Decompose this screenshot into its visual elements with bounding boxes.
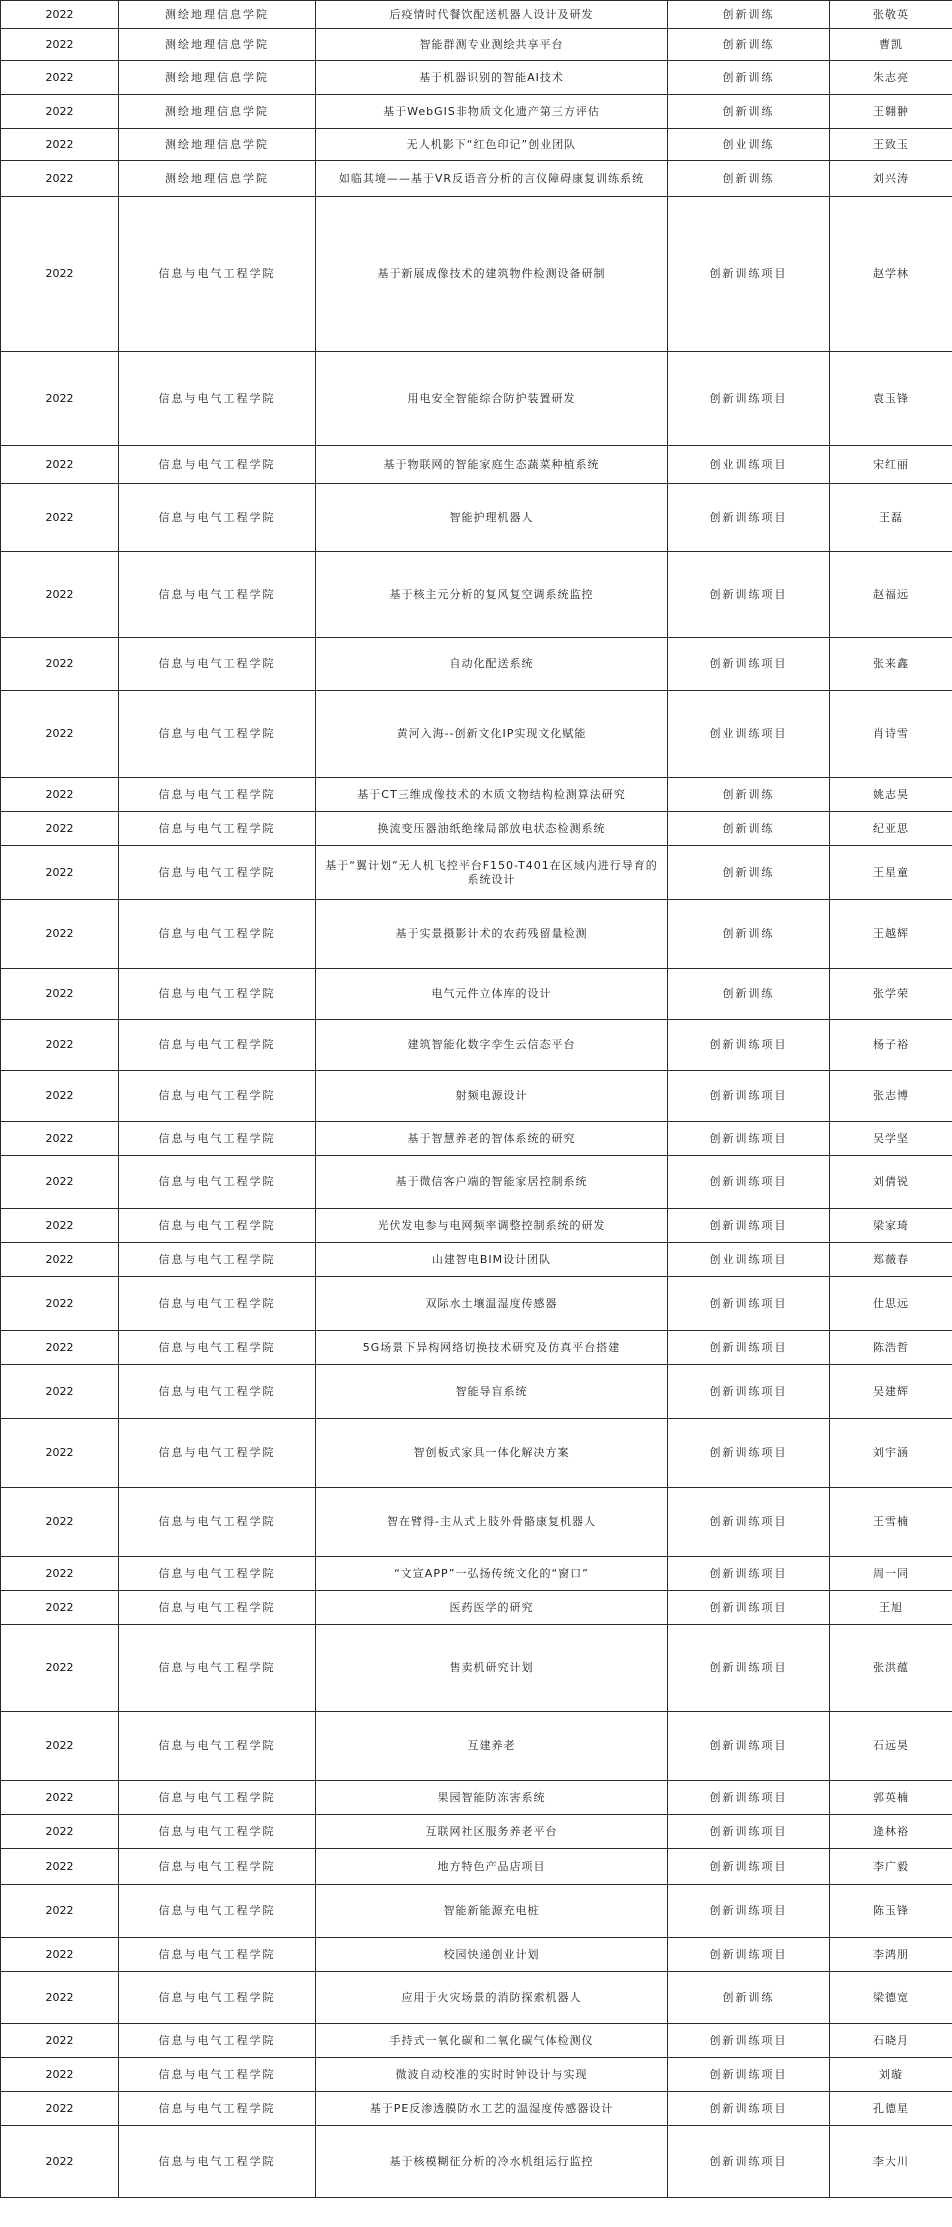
project-type-cell: 创新训练项目	[668, 2058, 830, 2092]
table-row	[1, 95, 952, 129]
project-title-cell: 电气元件立体库的设计	[316, 969, 668, 1020]
project-type-cell: 创新训练项目	[668, 2092, 830, 2126]
college-cell: 信息与电气工程学院	[119, 446, 316, 484]
college-cell: 信息与电气工程学院	[119, 900, 316, 969]
table-row	[1, 1331, 952, 1365]
project-type-cell: 创新训练项目	[668, 2024, 830, 2058]
year-cell: 2022	[1, 1885, 119, 1938]
project-title-cell: 基于WebGIS非物质文化遗产第三方评估	[316, 95, 668, 129]
year-cell: 2022	[1, 1, 119, 29]
college-cell: 信息与电气工程学院	[119, 1557, 316, 1591]
project-type-cell: 创新训练	[668, 969, 830, 1020]
table-row	[1, 197, 952, 352]
project-title-cell: 后疫情时代餐饮配送机器人设计及研发	[316, 1, 668, 29]
table-row	[1, 29, 952, 61]
year-cell: 2022	[1, 1122, 119, 1156]
year-cell: 2022	[1, 969, 119, 1020]
table-row	[1, 2058, 952, 2092]
leader-cell: 纪亚思	[830, 812, 952, 846]
year-cell: 2022	[1, 161, 119, 197]
table-row	[1, 1625, 952, 1712]
project-type-cell: 创新训练项目	[668, 484, 830, 552]
leader-cell: 袁玉锋	[830, 352, 952, 446]
project-type-cell: 创新训练	[668, 161, 830, 197]
project-type-cell: 创新训练项目	[668, 352, 830, 446]
project-type-cell: 创新训练项目	[668, 1815, 830, 1849]
project-title-cell: 黄河入海--创新文化IP实现文化赋能	[316, 691, 668, 778]
project-title-cell: 5G场景下异构网络切换技术研究及仿真平台搭建	[316, 1331, 668, 1365]
project-title-cell: 智能护理机器人	[316, 484, 668, 552]
project-title-cell: 基于CT三维成像技术的木质文物结构检测算法研究	[316, 778, 668, 812]
table-row	[1, 484, 952, 552]
project-type-cell: 创新训练项目	[668, 1781, 830, 1815]
leader-cell: 李大川	[830, 2126, 952, 2198]
college-cell: 信息与电气工程学院	[119, 1849, 316, 1885]
year-cell: 2022	[1, 812, 119, 846]
college-cell: 信息与电气工程学院	[119, 2058, 316, 2092]
college-cell: 信息与电气工程学院	[119, 1277, 316, 1331]
table-row	[1, 552, 952, 638]
year-cell: 2022	[1, 2092, 119, 2126]
college-cell: 测绘地理信息学院	[119, 61, 316, 95]
year-cell: 2022	[1, 1331, 119, 1365]
leader-cell: 张学荣	[830, 969, 952, 1020]
college-cell: 信息与电气工程学院	[119, 1209, 316, 1243]
year-cell: 2022	[1, 1781, 119, 1815]
college-cell: 测绘地理信息学院	[119, 129, 316, 161]
college-cell: 信息与电气工程学院	[119, 846, 316, 900]
project-title-cell: 校园快递创业计划	[316, 1938, 668, 1972]
table-row	[1, 161, 952, 197]
table-row	[1, 900, 952, 969]
leader-cell: 吴建辉	[830, 1365, 952, 1419]
project-type-cell: 创业训练项目	[668, 446, 830, 484]
leader-cell: 张敬英	[830, 1, 952, 29]
project-type-cell: 创新训练项目	[668, 1209, 830, 1243]
year-cell: 2022	[1, 352, 119, 446]
year-cell: 2022	[1, 1488, 119, 1557]
leader-cell: 姚志昊	[830, 778, 952, 812]
project-type-cell: 创新训练项目	[668, 1277, 830, 1331]
project-type-cell: 创新训练项目	[668, 1849, 830, 1885]
college-cell: 信息与电气工程学院	[119, 1625, 316, 1712]
project-title-cell: 地方特色产品店项目	[316, 1849, 668, 1885]
year-cell: 2022	[1, 95, 119, 129]
leader-cell: 刘璇	[830, 2058, 952, 2092]
college-cell: 信息与电气工程学院	[119, 969, 316, 1020]
project-title-cell: 基于PE反渗透膜防水工艺的温湿度传感器设计	[316, 2092, 668, 2126]
project-title-cell: 建筑智能化数字孪生云信态平台	[316, 1020, 668, 1071]
college-cell: 测绘地理信息学院	[119, 29, 316, 61]
project-type-cell: 创新训练	[668, 29, 830, 61]
year-cell: 2022	[1, 1557, 119, 1591]
project-title-cell: 基于核主元分析的复风复空调系统监控	[316, 552, 668, 638]
project-title-cell: 换流变压器油纸绝缘局部放电状态检测系统	[316, 812, 668, 846]
project-type-cell: 创业训练	[668, 129, 830, 161]
college-cell: 信息与电气工程学院	[119, 1419, 316, 1488]
leader-cell: 仕思远	[830, 1277, 952, 1331]
college-cell: 信息与电气工程学院	[119, 778, 316, 812]
leader-cell: 石远昊	[830, 1712, 952, 1781]
year-cell: 2022	[1, 900, 119, 969]
project-title-cell: 双际水土壤温湿度传感器	[316, 1277, 668, 1331]
leader-cell: 赵福远	[830, 552, 952, 638]
year-cell: 2022	[1, 1156, 119, 1209]
project-title-cell: 用电安全智能综合防护装置研发	[316, 352, 668, 446]
table-row	[1, 1156, 952, 1209]
college-cell: 信息与电气工程学院	[119, 1781, 316, 1815]
leader-cell: 王磊	[830, 484, 952, 552]
project-type-cell: 创新训练项目	[668, 1591, 830, 1625]
leader-cell: 朱志亮	[830, 61, 952, 95]
college-cell: 信息与电气工程学院	[119, 1122, 316, 1156]
table-row	[1, 638, 952, 691]
project-type-cell: 创新训练项目	[668, 1712, 830, 1781]
table-row	[1, 846, 952, 900]
table-row	[1, 1020, 952, 1071]
college-cell: 信息与电气工程学院	[119, 638, 316, 691]
leader-cell: 石晓月	[830, 2024, 952, 2058]
table-row	[1, 1071, 952, 1122]
leader-cell: 刘倩锐	[830, 1156, 952, 1209]
year-cell: 2022	[1, 1365, 119, 1419]
project-type-cell: 创新训练项目	[668, 1365, 830, 1419]
project-type-cell: 创新训练项目	[668, 1331, 830, 1365]
project-title-cell: 智能导盲系统	[316, 1365, 668, 1419]
year-cell: 2022	[1, 1815, 119, 1849]
project-type-cell: 创新训练	[668, 1, 830, 29]
project-type-cell: 创新训练项目	[668, 1419, 830, 1488]
project-title-cell: 基于机器识别的智能AI技术	[316, 61, 668, 95]
table-row	[1, 778, 952, 812]
leader-cell: 张洪蕴	[830, 1625, 952, 1712]
project-type-cell: 创新训练	[668, 61, 830, 95]
project-title-cell: 基于智慧养老的智体系统的研究	[316, 1122, 668, 1156]
college-cell: 信息与电气工程学院	[119, 1938, 316, 1972]
table-row	[1, 1, 952, 29]
college-cell: 信息与电气工程学院	[119, 691, 316, 778]
project-type-cell: 创新训练	[668, 846, 830, 900]
project-title-cell: 智能新能源充电桩	[316, 1885, 668, 1938]
table-row	[1, 1885, 952, 1938]
year-cell: 2022	[1, 61, 119, 95]
project-title-cell: “文宣APP”一弘扬传统文化的“窗口”	[316, 1557, 668, 1591]
project-title-cell: 智能群测专业测绘共享平台	[316, 29, 668, 61]
college-cell: 信息与电气工程学院	[119, 484, 316, 552]
table-row	[1, 1419, 952, 1488]
college-cell: 信息与电气工程学院	[119, 197, 316, 352]
project-title-cell: 基于新展成像技术的建筑物件检测设备研制	[316, 197, 668, 352]
year-cell: 2022	[1, 691, 119, 778]
table-row	[1, 1591, 952, 1625]
college-cell: 信息与电气工程学院	[119, 2092, 316, 2126]
project-type-cell: 创新训练项目	[668, 1020, 830, 1071]
leader-cell: 陈浩哲	[830, 1331, 952, 1365]
year-cell: 2022	[1, 1591, 119, 1625]
project-type-cell: 创新训练项目	[668, 1156, 830, 1209]
project-type-cell: 创业训练项目	[668, 691, 830, 778]
college-cell: 信息与电气工程学院	[119, 1591, 316, 1625]
leader-cell: 杨子裕	[830, 1020, 952, 1071]
project-type-cell: 创新训练项目	[668, 1625, 830, 1712]
project-title-cell: 自动化配送系统	[316, 638, 668, 691]
project-title-cell: 手持式一氧化碳和二氧化碳气体检测仪	[316, 2024, 668, 2058]
college-cell: 信息与电气工程学院	[119, 1156, 316, 1209]
table-row	[1, 1815, 952, 1849]
project-type-cell: 创新训练项目	[668, 638, 830, 691]
leader-cell: 梁家琦	[830, 1209, 952, 1243]
college-cell: 信息与电气工程学院	[119, 1885, 316, 1938]
table-row	[1, 129, 952, 161]
college-cell: 信息与电气工程学院	[119, 1020, 316, 1071]
leader-cell: 宋红丽	[830, 446, 952, 484]
leader-cell: 梁德宽	[830, 1972, 952, 2024]
project-type-cell: 创新训练项目	[668, 1122, 830, 1156]
table-row	[1, 1849, 952, 1885]
project-title-cell: 售卖机研究计划	[316, 1625, 668, 1712]
project-type-cell: 创新训练项目	[668, 197, 830, 352]
college-cell: 信息与电气工程学院	[119, 812, 316, 846]
leader-cell: 王翱翀	[830, 95, 952, 129]
leader-cell: 郑薇春	[830, 1243, 952, 1277]
project-type-cell: 创新训练项目	[668, 552, 830, 638]
project-type-cell: 创新训练项目	[668, 1488, 830, 1557]
project-title-cell: 如临其境——基于VR反语音分析的言仪障碍康复训练系统	[316, 161, 668, 197]
table-row	[1, 2126, 952, 2198]
table-row	[1, 61, 952, 95]
leader-cell: 郭英楠	[830, 1781, 952, 1815]
leader-cell: 王越辉	[830, 900, 952, 969]
year-cell: 2022	[1, 1938, 119, 1972]
project-title-cell: 光伏发电参与电网频率调整控制系统的研发	[316, 1209, 668, 1243]
leader-cell: 肖诗雪	[830, 691, 952, 778]
year-cell: 2022	[1, 29, 119, 61]
college-cell: 信息与电气工程学院	[119, 552, 316, 638]
table-row	[1, 446, 952, 484]
project-table-body	[1, 1, 952, 2198]
year-cell: 2022	[1, 446, 119, 484]
leader-cell: 刘宇涵	[830, 1419, 952, 1488]
year-cell: 2022	[1, 1020, 119, 1071]
table-row	[1, 1557, 952, 1591]
year-cell: 2022	[1, 1071, 119, 1122]
table-row	[1, 1209, 952, 1243]
project-title-cell: 互联网社区服务养老平台	[316, 1815, 668, 1849]
project-title-cell: 射频电源设计	[316, 1071, 668, 1122]
year-cell: 2022	[1, 1712, 119, 1781]
leader-cell: 李广毅	[830, 1849, 952, 1885]
leader-cell: 逄林裕	[830, 1815, 952, 1849]
project-title-cell: 无人机影下“红色印记”创业团队	[316, 129, 668, 161]
college-cell: 信息与电气工程学院	[119, 1712, 316, 1781]
leader-cell: 李鸿朋	[830, 1938, 952, 1972]
year-cell: 2022	[1, 552, 119, 638]
year-cell: 2022	[1, 1849, 119, 1885]
college-cell: 信息与电气工程学院	[119, 352, 316, 446]
year-cell: 2022	[1, 1972, 119, 2024]
project-title-cell: 智创板式家具一体化解决方案	[316, 1419, 668, 1488]
table-row	[1, 1781, 952, 1815]
college-cell: 信息与电气工程学院	[119, 1243, 316, 1277]
project-type-cell: 创新训练项目	[668, 1885, 830, 1938]
table-row	[1, 1122, 952, 1156]
college-cell: 信息与电气工程学院	[119, 1972, 316, 2024]
year-cell: 2022	[1, 638, 119, 691]
college-cell: 信息与电气工程学院	[119, 2126, 316, 2198]
year-cell: 2022	[1, 1419, 119, 1488]
project-type-cell: 创新训练项目	[668, 1938, 830, 1972]
leader-cell: 孔德星	[830, 2092, 952, 2126]
project-title-cell: 微波自动校准的实时时钟设计与实现	[316, 2058, 668, 2092]
college-cell: 信息与电气工程学院	[119, 1071, 316, 1122]
college-cell: 信息与电气工程学院	[119, 1365, 316, 1419]
leader-cell: 陈玉锋	[830, 1885, 952, 1938]
project-title-cell: 山建智电BIM设计团队	[316, 1243, 668, 1277]
project-title-cell: 应用于火灾场景的消防探索机器人	[316, 1972, 668, 2024]
table-row	[1, 691, 952, 778]
leader-cell: 周一同	[830, 1557, 952, 1591]
college-cell: 信息与电气工程学院	[119, 1331, 316, 1365]
year-cell: 2022	[1, 2126, 119, 2198]
table-row	[1, 2024, 952, 2058]
year-cell: 2022	[1, 2024, 119, 2058]
leader-cell: 王致玉	[830, 129, 952, 161]
college-cell: 信息与电气工程学院	[119, 1815, 316, 1849]
table-row	[1, 969, 952, 1020]
leader-cell: 刘兴涛	[830, 161, 952, 197]
college-cell: 测绘地理信息学院	[119, 161, 316, 197]
project-title-cell: 基于物联网的智能家庭生态蔬菜种植系统	[316, 446, 668, 484]
leader-cell: 王旭	[830, 1591, 952, 1625]
table-row	[1, 1365, 952, 1419]
year-cell: 2022	[1, 2058, 119, 2092]
leader-cell: 吴学坚	[830, 1122, 952, 1156]
leader-cell: 张来鑫	[830, 638, 952, 691]
table-row	[1, 1938, 952, 1972]
project-type-cell: 创新训练	[668, 778, 830, 812]
year-cell: 2022	[1, 1277, 119, 1331]
project-type-cell: 创新训练	[668, 812, 830, 846]
project-type-cell: 创新训练项目	[668, 2126, 830, 2198]
college-cell: 信息与电气工程学院	[119, 2024, 316, 2058]
project-type-cell: 创新训练	[668, 1972, 830, 2024]
table-row	[1, 352, 952, 446]
project-title-cell: 医药医学的研究	[316, 1591, 668, 1625]
project-type-cell: 创新训练	[668, 95, 830, 129]
table-row	[1, 1712, 952, 1781]
year-cell: 2022	[1, 846, 119, 900]
year-cell: 2022	[1, 197, 119, 352]
year-cell: 2022	[1, 1625, 119, 1712]
project-title-cell: 基于微信客户端的智能家居控制系统	[316, 1156, 668, 1209]
college-cell: 测绘地理信息学院	[119, 95, 316, 129]
table-row	[1, 1972, 952, 2024]
table-row	[1, 1243, 952, 1277]
leader-cell: 曹凯	[830, 29, 952, 61]
project-title-cell: 果园智能防冻害系统	[316, 1781, 668, 1815]
leader-cell: 赵学林	[830, 197, 952, 352]
college-cell: 测绘地理信息学院	[119, 1, 316, 29]
table-row	[1, 812, 952, 846]
project-type-cell: 创新训练	[668, 900, 830, 969]
year-cell: 2022	[1, 1209, 119, 1243]
project-title-cell: 智在臂得-主从式上肢外骨骼康复机器人	[316, 1488, 668, 1557]
project-title-cell: 基于实景摄影计术的农药残留量检测	[316, 900, 668, 969]
leader-cell: 王雪楠	[830, 1488, 952, 1557]
project-type-cell: 创业训练项目	[668, 1243, 830, 1277]
project-title-cell: 基于核模糊征分析的冷水机组运行监控	[316, 2126, 668, 2198]
year-cell: 2022	[1, 484, 119, 552]
project-title-cell: 互建养老	[316, 1712, 668, 1781]
table-row	[1, 2092, 952, 2126]
project-title-cell: 基于“翼计划”无人机飞控平台F150-T401在区域内进行导育的系统设计	[316, 846, 668, 900]
year-cell: 2022	[1, 1243, 119, 1277]
leader-cell: 王星童	[830, 846, 952, 900]
table-row	[1, 1277, 952, 1331]
project-type-cell: 创新训练项目	[668, 1557, 830, 1591]
college-cell: 信息与电气工程学院	[119, 1488, 316, 1557]
year-cell: 2022	[1, 778, 119, 812]
year-cell: 2022	[1, 129, 119, 161]
project-type-cell: 创新训练项目	[668, 1071, 830, 1122]
leader-cell: 张志博	[830, 1071, 952, 1122]
table-row	[1, 1488, 952, 1557]
